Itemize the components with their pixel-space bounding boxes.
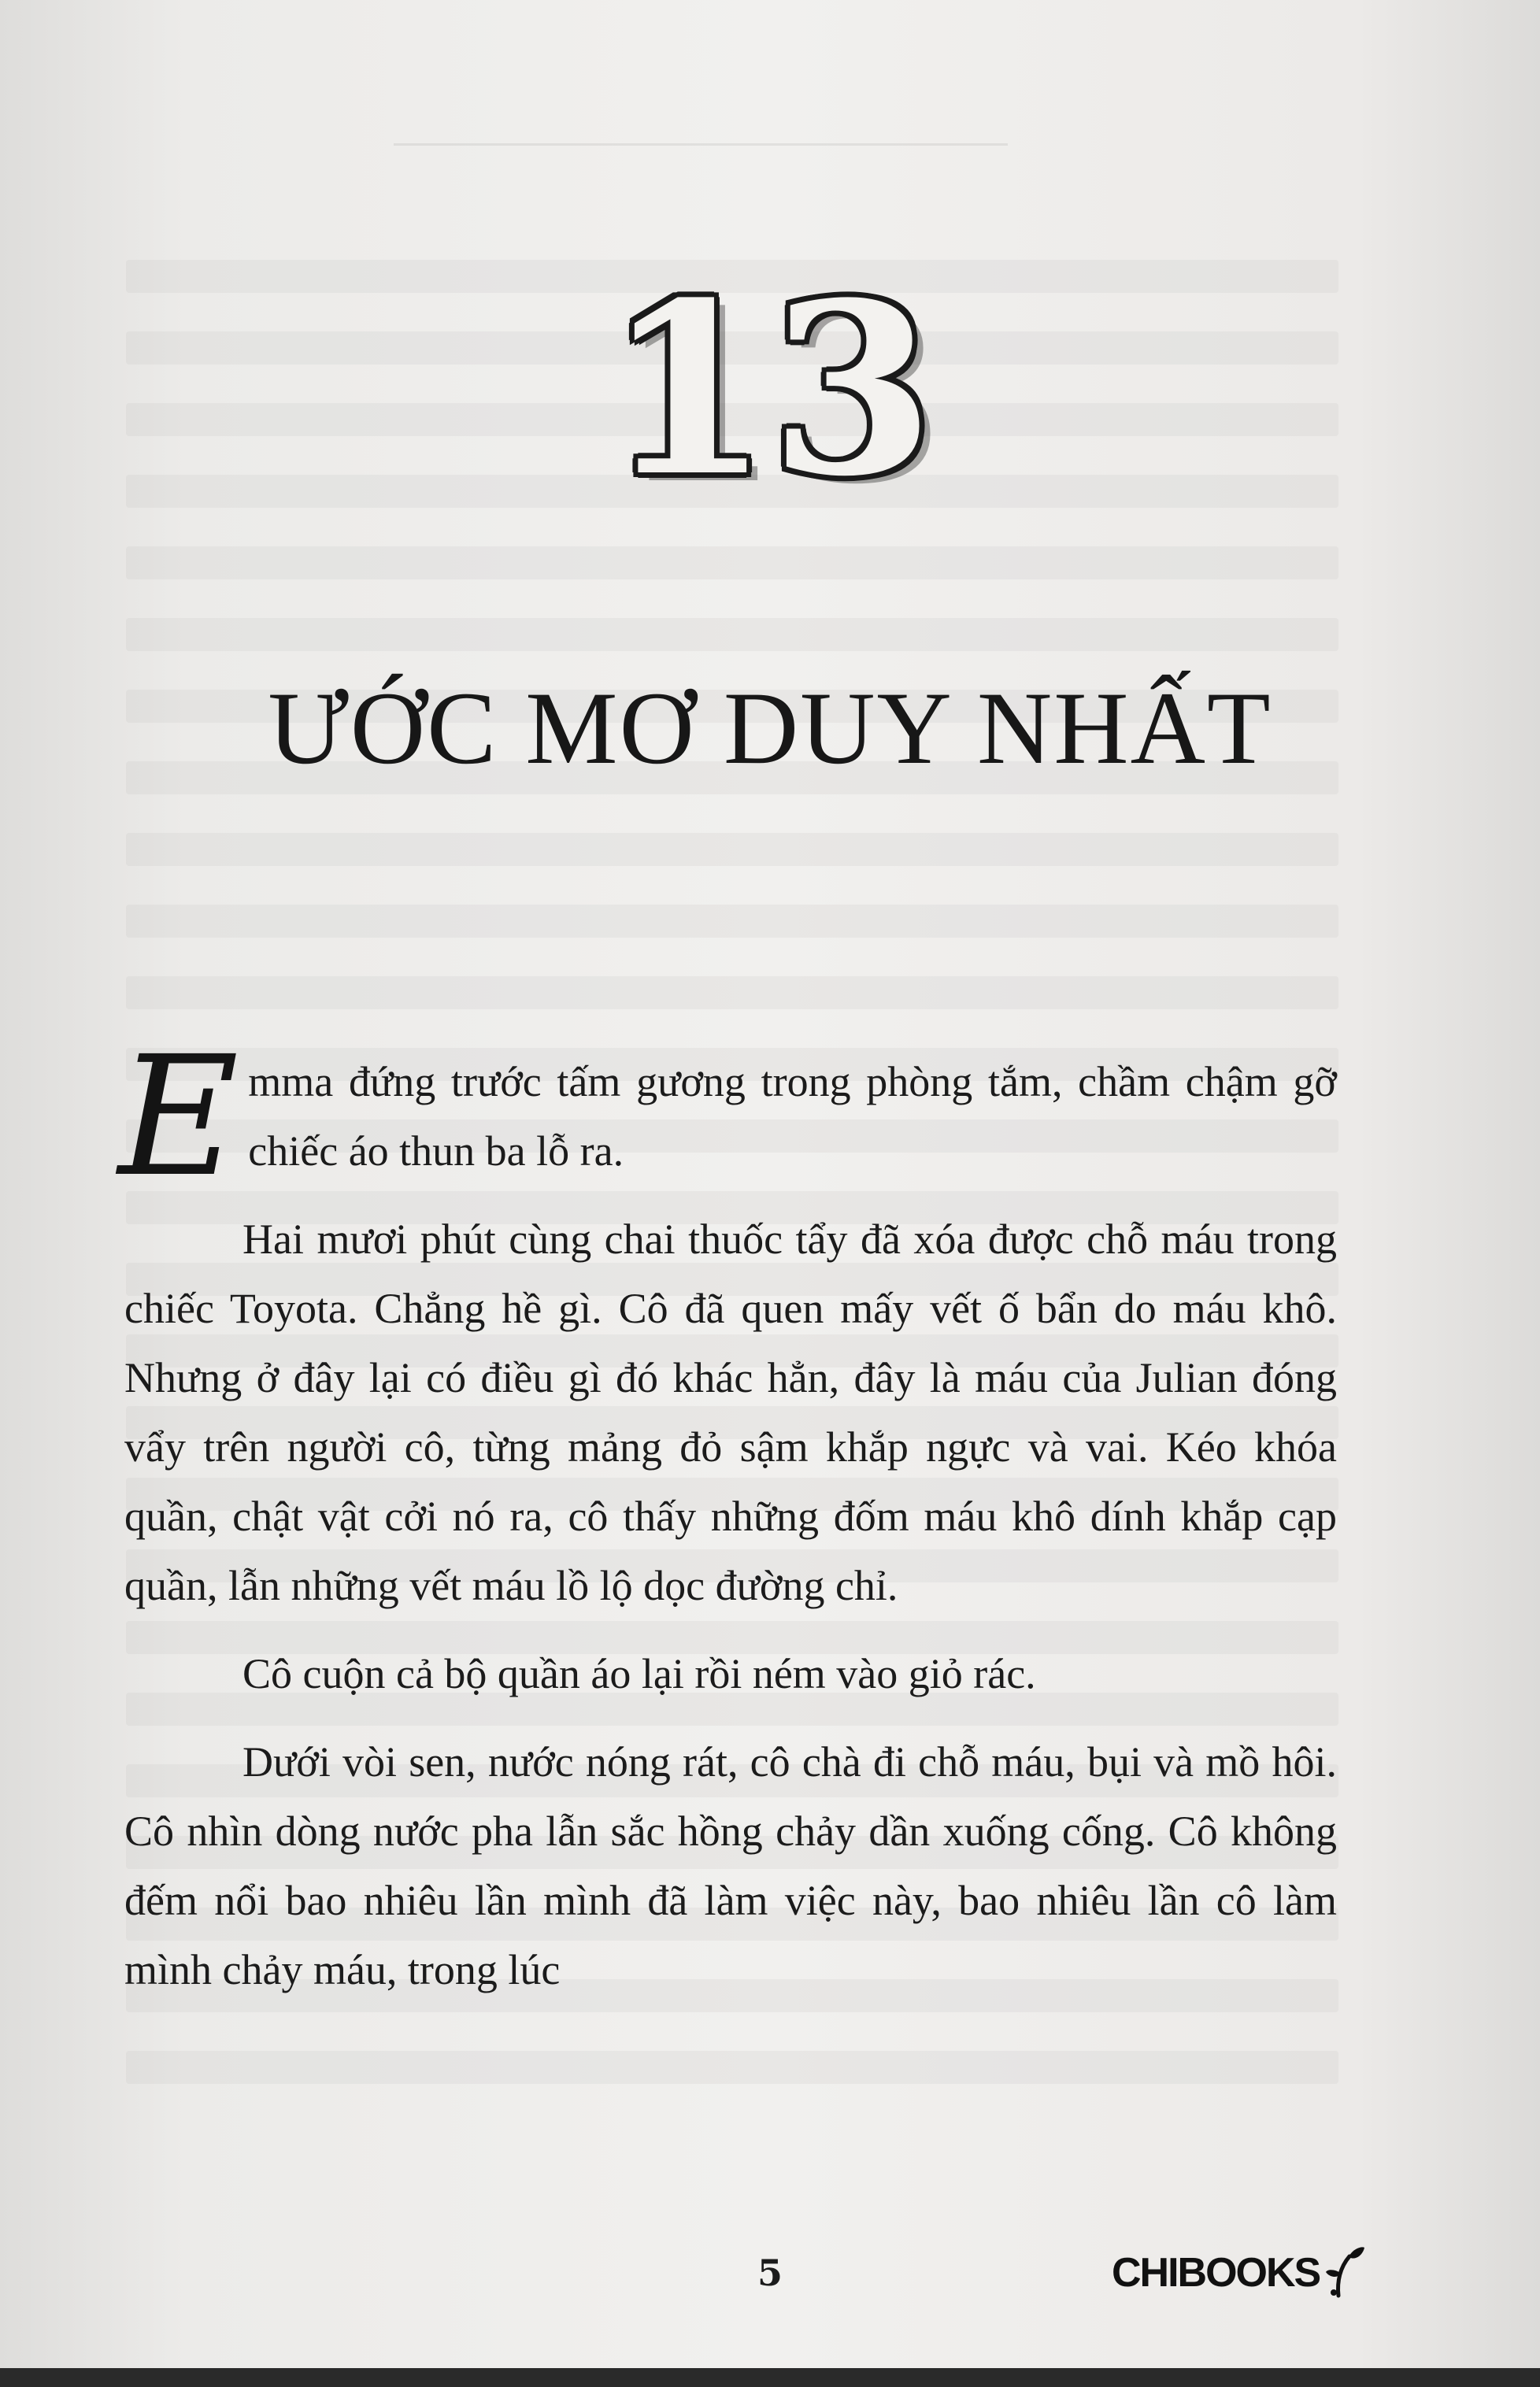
paragraph-4: Dưới vòi sen, nước nóng rát, cô chà đi chỗ máu, bụi và mồ hôi. Cô nhìn dòng nước pha lẫn sắc hồng chảy dần xuống cống. Cô không đếm nổi bao nhiêu lần mình đã làm việc này, bao nhiêu lần cô làm mình chảy máu, trong lúc xyxy=(124,1738,1337,1993)
leaf-sprout-icon xyxy=(1323,2244,1367,2302)
paragraph-1 xyxy=(118,1020,1337,1213)
page-number: 5 xyxy=(757,2252,783,2294)
page-bottom-edge xyxy=(0,2368,1540,2387)
show-through-header xyxy=(394,88,1008,146)
paragraph-text: mma đứng trước tấm gương trong phòng tắm, chầm chậm gỡ chiếc áo thun ba lỗ ra. xyxy=(248,1058,1337,1175)
chapter-body xyxy=(118,1020,1337,2023)
paragraph-3: Cô cuộn cả bộ quần áo lại rồi ném vào giỏ rác. xyxy=(242,1650,1036,1697)
chapter-number: 13 xyxy=(605,250,935,528)
publisher-logo xyxy=(1112,2245,1367,2300)
publisher-name: CHIBOOKS xyxy=(1112,2250,1320,2296)
drop-cap: E xyxy=(118,1020,239,1213)
chapter-title: ƯỚC MƠ DUY NHẤT xyxy=(268,670,1272,786)
paragraph-2: Hai mươi phút cùng chai thuốc tẩy đã xóa được chỗ máu trong chiếc Toyota. Chẳng hề gì. Cô đã quen mấy vết ố bẩn do máu khô. Nhưng ở đây lại có điều gì đó khác hẳn, đây là máu của Julian đóng vẩy trên người cô, từng mảng đỏ sậm khắp ngực và vai. Kéo khóa quần, chật vật cởi nó ra, cô thấy những đốm máu khô dính khắp cạp quần, lẫn những vết máu lồ lộ dọc đường chỉ. xyxy=(124,1216,1337,1609)
